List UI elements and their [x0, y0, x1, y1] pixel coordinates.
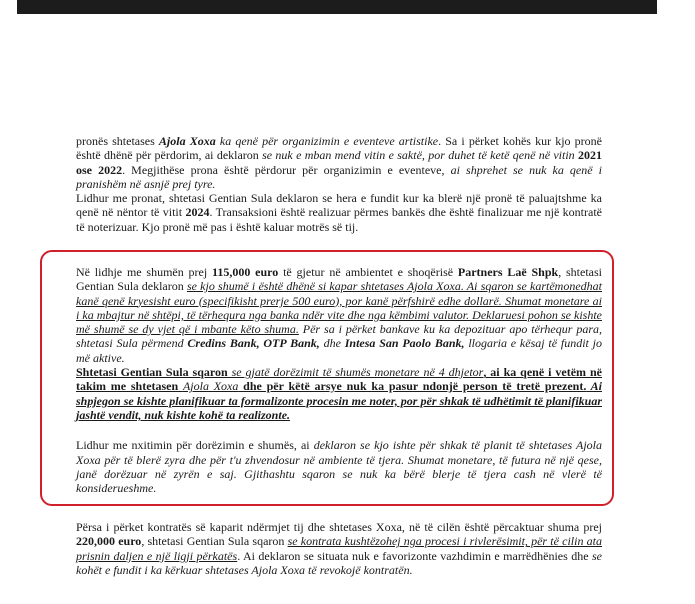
top-dark-bar — [17, 0, 657, 14]
paragraph-rush-explanation: Lidhur me nxitimin për dorëzimin e shumës, ai deklaron se kjo ishte për shkak të planit të shtetases Ajola Xoxa për të blerë zyra dhe për t'u zhvendosur në ambiente të tjera. Shumat monetare, të futura në një qese, janë dorëzuar në zyrën e saj. Gjithashtu sqaron se nuk ka bërë blerje të tjera cash në vlerë të konsiderueshme. — [76, 438, 602, 496]
paragraph-property-purchase: Lidhur me pronat, shtetasi Gentian Sula deklaron se hera e fundit kur ka blerë një pronë të paluajtshme ka qenë në nëntor të vitit 2024. Transaksioni është realizuar përmes bankës dhe është finalizuar me një kontratë të noterizuar. Kjo pronë më pas i është kaluar motrës së tij. — [76, 191, 602, 234]
highlighted-text — [76, 265, 602, 495]
paragraph-deposit-contract: Përsa i përket kontratës së kaparit ndërmjet tij dhe shtetases Xoxa, në të cilën është përcaktuar shuma prej 220,000 euro, shtetasi Gentian Sula sqaron se kontrata kushtëzohej nga procesi i rivlerësimit, për të cilin ata prisnin daljen e një ligji përkatës. Ai deklaron se situata nuk e favorizonte vazhdimin e marrëdhënies dhe se kohët e fundit i ka kërkuar shtetases Ajola Xoxa të revokojë kontratën. — [76, 520, 603, 577]
paragraph-cash-amount: Në lidhje me shumën prej 115,000 euro të gjetur në ambientet e shoqërisë Partners Laë Shpk, shtetasi Gentian Sula deklaron se kjo shumë i është dhënë si kapar shtetases Ajola Xoxa. Ai sqaron se kartëmonedhat kanë qenë kryesisht euro (specifikisht prerje 500 euro), por kanë përfshirë edhe dollarë. Shumat monetare ai i ka mbajtur në shtëpi, të tërhequra nga banka ndër vite dhe nga këmbimi valutor. Deklaruesi pohon se kishte më shumë se dy vjet që i mbante këto shuma. Për sa i përket bankave ku ka depozituar apo tërhequr para, shtetasi Sula përmend Credins Bank, OTP Bank, dhe Intesa San Paolo Bank, llogaria e kësaj të fundit jo më aktive. — [76, 265, 603, 365]
document-lower-text — [76, 520, 602, 577]
paragraph-property-use: pronës shtetases Ajola Xoxa ka qenë për organizimin e eventeve artistike. Sa i përket kohës kur kjo pronë është dhënë për përdorim, ai deklaron se nuk e mban mend vitin e saktë, por duhet të ketë qenë në vitin 2021 ose 2022. Megjithëse prona është përdorur për organizimin e eventeve, ai shprehet se nuk ka qenë i pranishëm në asnjë prej tyre. — [76, 134, 602, 191]
paragraph-handover: Shtetasi Gentian Sula sqaron se gjatë dorëzimit të shumës monetare në 4 dhjetor, ai ka qenë i vetëm në takim me shtetasen Ajola Xoxa dhe për këtë arsye nuk ka pasur ndonjë person të tretë prezent. Ai shpjegon se kishte planifikuar ta formalizonte procesin me noter, por për shkak të udhëtimit të planifikuar jashtë vendit, nuk kishte kohë ta realizonte. — [76, 365, 602, 422]
document-upper-text — [76, 134, 602, 234]
